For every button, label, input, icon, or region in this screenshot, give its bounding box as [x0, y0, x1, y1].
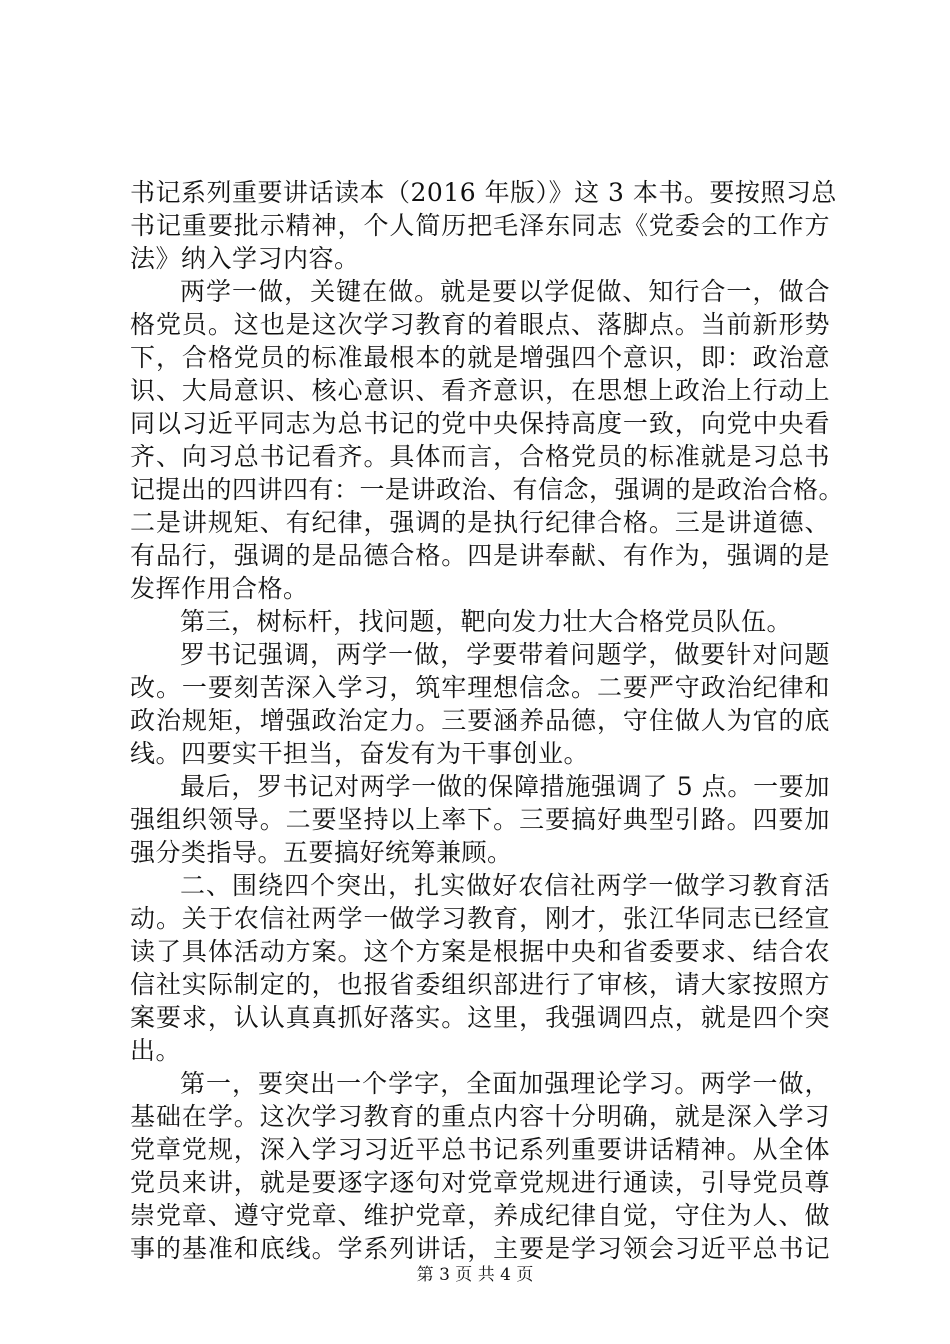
- text-line: 书记系列重要讲话读本（2016 年版）》这 3 本书。要按照习总: [130, 178, 837, 207]
- text-line: 事的基准和底线。学系列讲话，主要是学习领会习近平总书记: [130, 1234, 830, 1263]
- document-body: [130, 176, 845, 1265]
- text-line: 线。四要实干担当，奋发有为干事创业。: [130, 739, 590, 768]
- text-line: 同以习近平同志为总书记的党中央保持高度一致，向党中央看: [130, 409, 830, 438]
- text-line: 二、围绕四个突出，扎实做好农信社两学一做学习教育活: [180, 871, 830, 900]
- text-line: 记提出的四讲四有：一是讲政治、有信念，强调的是政治合格。: [130, 475, 845, 504]
- text-line: 罗书记强调，两学一做，学要带着问题学，做要针对问题: [180, 640, 830, 669]
- text-line: 法》纳入学习内容。: [130, 244, 360, 273]
- text-line: 第三，树标杆，找问题，靶向发力壮大合格党员队伍。: [180, 607, 793, 636]
- text-line: 下，合格党员的标准最根本的就是增强四个意识，即：政治意: [130, 343, 830, 372]
- text-line: 最后，罗书记对两学一做的保障措施强调了 5 点。一要加: [180, 772, 830, 801]
- text-line: 齐、向习总书记看齐。具体而言，合格党员的标准就是习总书: [130, 442, 830, 471]
- text-line: 识、大局意识、核心意识、看齐意识，在思想上政治上行动上: [130, 376, 830, 405]
- page-footer: 第 3 页 共 4 页: [416, 1265, 534, 1285]
- text-line: 书记重要批示精神，个人简历把毛泽东同志《党委会的工作方: [130, 211, 830, 240]
- text-line: 党员来讲，就是要逐字逐句对党章党规进行通读，引导党员尊: [130, 1168, 830, 1197]
- text-line: 改。一要刻苦深入学习，筑牢理想信念。二要严守政治纪律和: [130, 673, 830, 702]
- text-line: 有品行，强调的是品德合格。四是讲奉献、有作为，强调的是: [130, 541, 830, 570]
- text-line: 两学一做，关键在做。就是要以学促做、知行合一，做合: [180, 277, 830, 306]
- text-line: 格党员。这也是这次学习教育的着眼点、落脚点。当前新形势: [130, 310, 830, 339]
- text-line: 政治规矩，增强政治定力。三要涵养品德，守住做人为官的底: [130, 706, 830, 735]
- text-line: 案要求，认认真真抓好落实。这里，我强调四点，就是四个突: [130, 1003, 830, 1032]
- text-line: 二是讲规矩、有纪律，强调的是执行纪律合格。三是讲道德、: [130, 508, 830, 537]
- text-line: 出。: [130, 1036, 182, 1065]
- text-line: 第一，要突出一个学字，全面加强理论学习。两学一做，: [180, 1069, 830, 1098]
- text-line: 强分类指导。五要搞好统筹兼顾。: [130, 838, 513, 867]
- text-line: 基础在学。这次学习教育的重点内容十分明确，就是深入学习: [130, 1102, 830, 1131]
- text-line: 信社实际制定的，也报省委组织部进行了审核，请大家按照方: [130, 970, 830, 999]
- text-line: 发挥作用合格。: [130, 574, 309, 603]
- text-line: 党章党规，深入学习习近平总书记系列重要讲话精神。从全体: [130, 1135, 830, 1164]
- text-line: 读了具体活动方案。这个方案是根据中央和省委要求、结合农: [130, 937, 830, 966]
- text-line: 崇党章、遵守党章、维护党章，养成纪律自觉，守住为人、做: [130, 1201, 830, 1230]
- text-line: 强组织领导。二要坚持以上率下。三要搞好典型引路。四要加: [130, 805, 830, 834]
- text-line: 动。关于农信社两学一做学习教育，刚才，张江华同志已经宣: [130, 904, 830, 933]
